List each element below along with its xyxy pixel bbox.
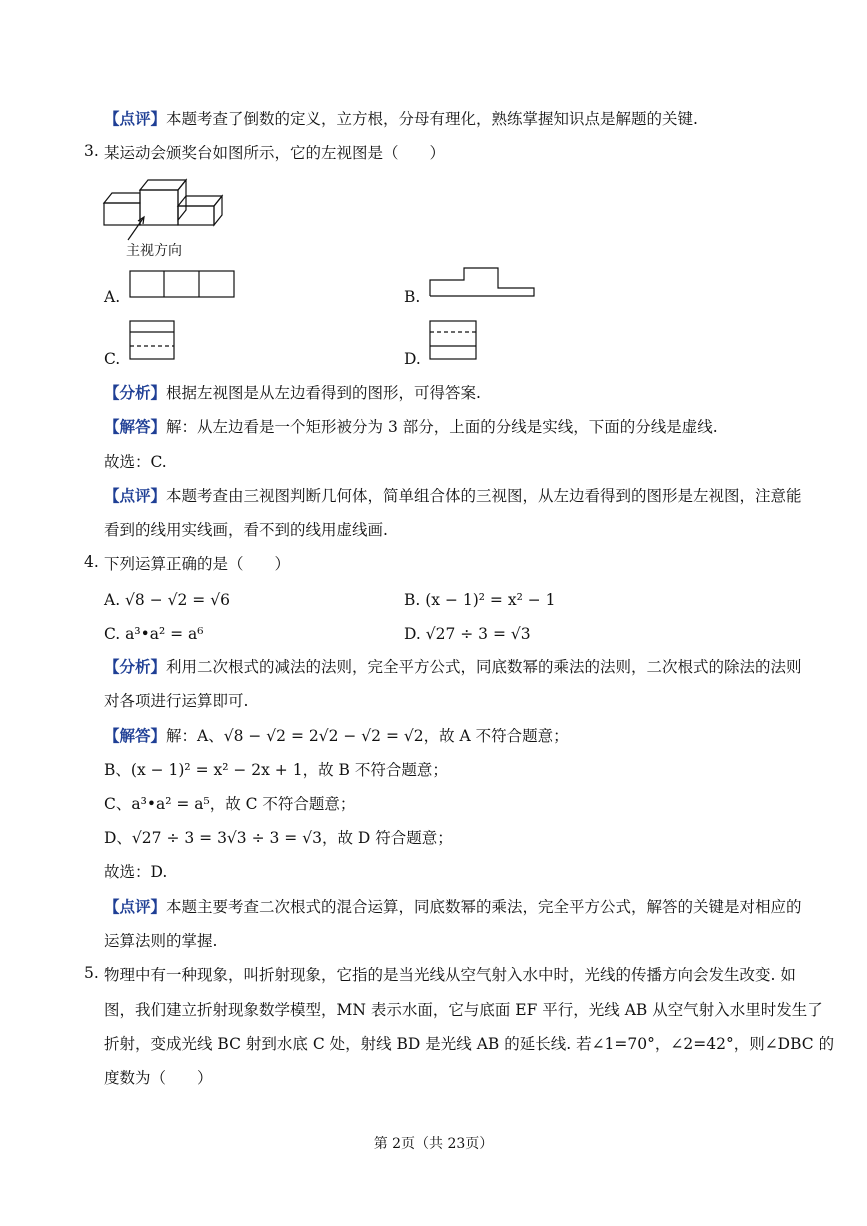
q5-line-3: 折射，变成光线 BC 射到水底 C 处，射线 BD 是光线 AB 的延长线. 若∠1=70°，∠2=42°，则∠DBC 的 [104,1035,835,1053]
review-text: 本题主要考查二次根式的混合运算，同底数幂的乘法，完全平方公式，解答的关键是对相应的 [166,898,802,916]
q3-number: 3. [84,142,99,160]
q4-answer-c: C、a³•a² = a⁵，故 C 不符合题意； [104,795,356,813]
analysis-text: 利用二次根式的减法的法则，完全平方公式，同底数幂的乘法的法则，二次根式的除法的法则 [166,658,802,676]
q4-option-a: A. √8 − √2 = √6 [104,591,230,609]
review-text: 本题考查由三视图判断几何体，简单组合体的三视图，从左边看得到的图形是左视图，注意能 [166,487,802,505]
q4-answer-b: B、(x − 1)² = x² − 2x + 1，故 B 不符合题意； [104,761,448,779]
q3-option-b-figure [428,266,540,300]
analysis-text: 根据左视图是从左边看得到的图形，可得答案. [166,384,481,402]
q3-option-c-label: C. [104,350,121,368]
q4-answer-d: D、√27 ÷ 3 = 3√3 ÷ 3 = √3，故 D 符合题意； [104,829,453,847]
analysis-tag: 【分析】 [104,657,167,676]
q4-analysis-cont: 对各项进行运算即可. [104,692,249,710]
answer-text: 解：A、√8 − √2 = 2√2 − √2 = √2，故 A 不符合题意； [166,727,569,745]
q3-option-a-figure [128,269,238,299]
q3-review [104,485,802,507]
q3-stem: 某运动会颁奖台如图所示，它的左视图是（ ） [104,144,446,162]
q4-answer [104,725,569,747]
review-tag: 【点评】 [104,109,167,128]
q4-review [104,896,802,918]
q4-review-cont: 运算法则的掌握. [104,932,218,950]
figure-caption: 主视方向 [126,243,182,259]
q5-line-1: 物理中有一种现象，叫折射现象，它指的是当光线从空气射入水中时，光线的传播方向会发生改变. 如 [104,966,796,984]
q4-option-d: D. √27 ÷ 3 = √3 [404,625,531,643]
q5-line-4: 度数为（ ） [104,1069,213,1087]
q3-option-b-label: B. [404,288,421,306]
q3-option-c-figure [128,319,176,361]
q3-analysis [104,382,481,404]
answer-tag: 【解答】 [104,417,167,436]
page-footer: 第 2页（共 23页） [373,1136,494,1152]
q3-option-a-label: A. [104,288,121,306]
q4-choose: 故选：D. [104,863,168,881]
q4-number: 4. [84,553,99,571]
q3-option-d-figure [428,319,480,361]
q4-analysis [104,656,802,678]
review-tag: 【点评】 [104,486,167,505]
q5-number: 5. [84,964,99,982]
answer-tag: 【解答】 [104,726,167,745]
review-text: 本题考查了倒数的定义，立方根，分母有理化，熟练掌握知识点是解题的关键. [166,110,698,128]
review-q2 [104,108,698,130]
q3-answer [104,416,718,438]
q4-option-c: C. a³•a² = a⁶ [104,625,204,643]
answer-text: 解：从左边看是一个矩形被分为 3 部分，上面的分线是实线，下面的分线是虚线. [166,418,718,436]
review-tag: 【点评】 [104,897,167,916]
analysis-tag: 【分析】 [104,383,167,402]
q3-choose: 故选：C. [104,453,167,471]
q3-review-cont: 看到的线用实线画，看不到的线用虚线画. [104,521,388,539]
q4-option-b: B. (x − 1)² = x² − 1 [404,591,556,609]
q3-option-d-label: D. [404,350,421,368]
q5-line-2: 图，我们建立折射现象数学模型，MN 表示水面，它与底面 EF 平行，光线 AB 从空气射入水里时发生了 [104,1001,823,1019]
q4-stem: 下列运算正确的是（ ） [104,555,291,573]
